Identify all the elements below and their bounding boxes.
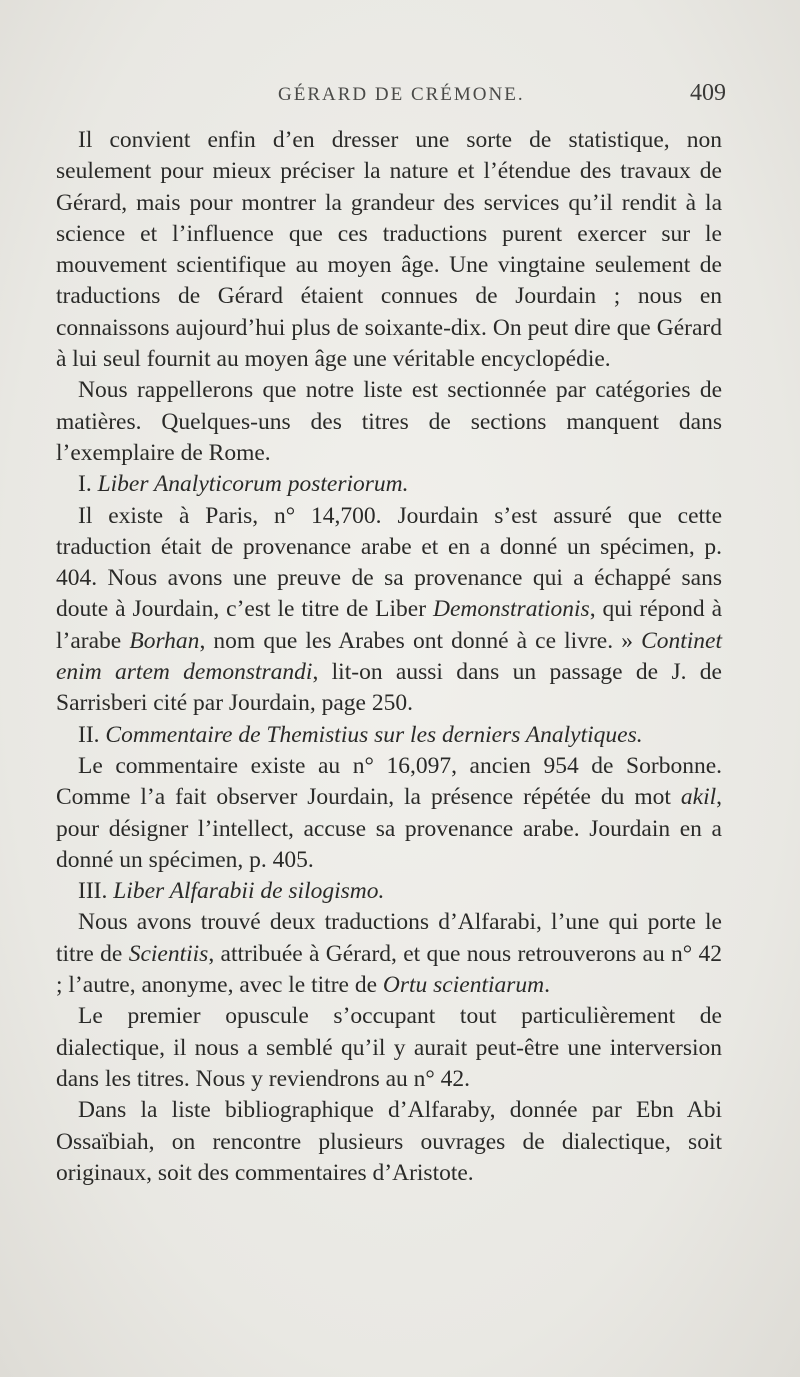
section-title: Commentaire de Themistius sur les derniers Analytiques. [105,721,643,748]
text-run: Nous avons trouvé deux traductions d’Alfarabi, l’une qui porte le titre de [56,909,722,967]
text-run: , pour désigner l’intellect, accuse sa provenance arabe. Jourdain en a donné un spécimen, p. 405. [56,784,723,873]
text-run: . [544,972,550,999]
text-run: Le commentaire existe au n° 16,097, ancien 954 de Sorbonne. Comme l’a fait observer Jourdain, la présence répétée du mot [56,752,722,811]
text-run: , attribuée à Gérard, et que nous retrouverons au n° 42 ; l’autre, anonyme, avec le titre de [56,940,723,999]
paragraph-paris [56,501,722,720]
paragraph-commentaire [56,751,722,876]
italic-term: akil [680,784,717,811]
italic-term: Borhan [129,627,200,654]
italic-term: Ortu scientiarum [382,972,545,999]
section-heading-3 [56,876,722,907]
running-title: GÉRARD DE CRÉMONE. [278,84,525,105]
page-header [0,80,800,114]
italic-quote: Continet enim artem demonstrandi [56,627,723,686]
section-heading-2 [56,720,722,751]
text-run: , qui répond à l’arabe [56,596,723,654]
text-run: , nom que les Arabes ont donné à ce livre. » [199,627,633,654]
section-number: I. [78,471,92,498]
section-title: Liber Analyticorum posteriorum. [97,471,409,498]
text-run: Il existe à Paris, n° 14,700. Jourdain s’est assuré que cette traduction était de provenance arabe et en a donné un spécimen, p. 404. Nous avons une preuve de sa provenance qui a échappé sans doute à Jourdain, c’est le titre de Liber [56,502,722,623]
italic-term: Demonstrationis [433,596,590,623]
section-heading-1 [56,469,722,500]
paragraph-categories: Nous rappellerons que notre liste est sectionnée par catégories de matières. Quelques-uns des titres de sections manquent dans l’exemplaire de Rome. [56,377,722,466]
page-body [56,125,722,1189]
paragraph-liste-bibliographique: Dans la liste bibliographique d’Alfaraby, donnée par Ebn Abi Ossaïbiah, on rencontre plusieurs ouvrages de dialectique, soit originaux, soit des commentaires d’Aristote. [56,1097,722,1186]
section-number: III. [78,878,108,905]
paragraph-statistique: Il convient enfin d’en dresser une sorte de statistique, non seulement pour mieux préciser la nature et l’étendue des travaux de Gérard, mais pour montrer la grandeur des services qu’il rendit à la science et l’influence que ces traductions purent exercer sur le mouvement scientifique au moyen âge. Une vingtaine seulement de traductions de Gérard étaient connues de Jourdain ; nous en connaissons aujourd’hui plus de soixante-dix. On peut dire que Gérard à lui seul fournit au moyen âge une véritable encyclopédie. [56,127,722,373]
paragraph-premier-opuscule: Le premier opuscule s’occupant tout particulièrement de dialectique, il nous a semblé qu’il y aurait peut-être une interversion dans les titres. Nous y reviendrons au n° 42. [56,1003,722,1092]
section-number: II. [78,721,100,748]
page-number: 409 [690,80,726,106]
section-title: Liber Alfarabii de silogismo. [113,878,385,905]
paragraph-alfarabi [56,907,722,1001]
text-run: , lit-on aussi dans un passage de J. de Sarrisberi cité par Jourdain, page 250. [56,659,722,717]
italic-term: Scientiis [128,940,209,967]
